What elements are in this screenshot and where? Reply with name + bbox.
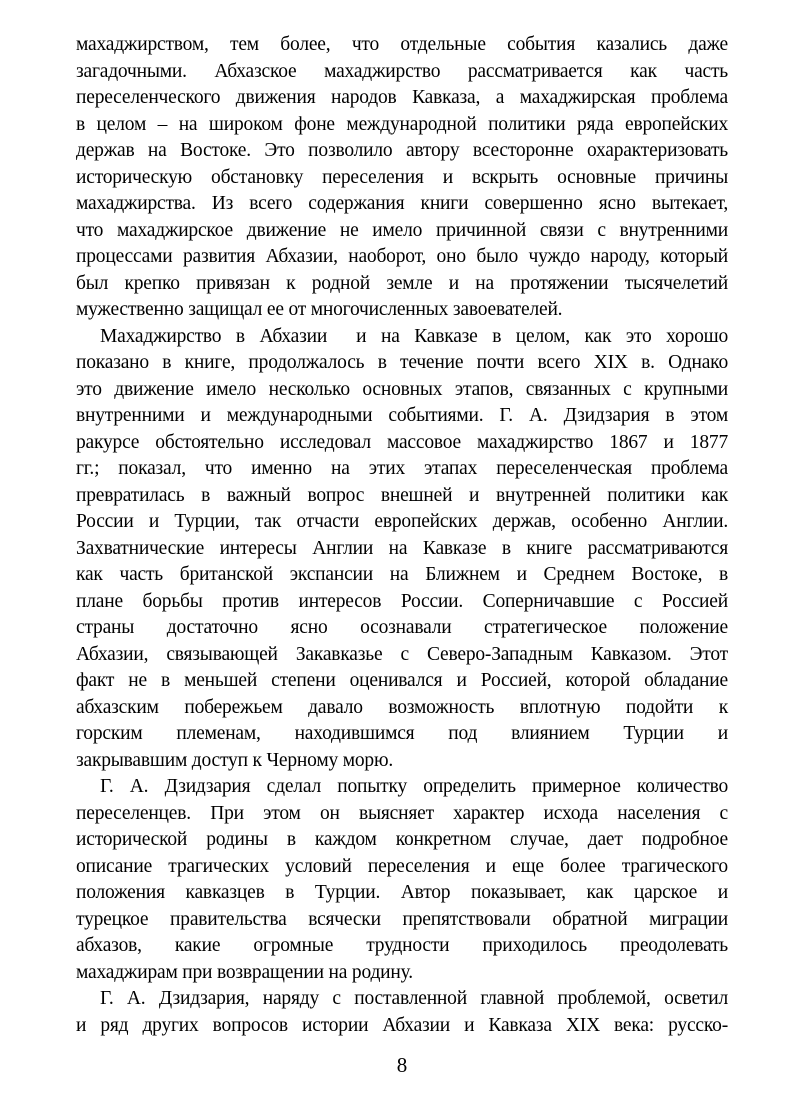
text-line: описание трагических условий переселения и еще более трагического: [76, 855, 728, 877]
text-line: махаджирством, тем более, что отдельные события казались даже: [76, 34, 728, 55]
text-line: махаджирам при возвращении на родину.: [76, 961, 413, 983]
text-line: махаджирства. Из всего содержания книги совершенно ясно вытекает,: [76, 193, 728, 214]
text-line: России и Турции, так отчасти европейских держав, особенно Англии.: [76, 511, 728, 532]
page-text-block: [76, 32, 728, 1039]
text-line: страны достаточно ясно осознавали стратегическое положение: [76, 617, 728, 638]
text-line: Абхазии, связывающей Закавказье с Северо-Западным Кавказом. Этот: [76, 643, 728, 665]
text-line: ракурсе обстоятельно исследовал массовое махаджирство 1867 и 1877: [76, 431, 728, 453]
text-line: факт не в меньшей степени оценивался и Россией, которой обладание: [76, 670, 728, 691]
paragraph: [76, 324, 728, 775]
text-line: абхазским побережьем давало возможность вплотную подойти к: [76, 696, 728, 718]
text-line: Махаджирство в Абхазии и на Кавказе в целом, как это хорошо: [100, 325, 728, 347]
text-line: Захватнические интересы Англии на Кавказе в книге рассматриваются: [76, 537, 728, 559]
text-line: показано в книге, продолжалось в течение почти всего XIX в. Однако: [76, 352, 728, 373]
text-line: держав на Востоке. Это позволило автору всесторонне охарактеризовать: [76, 140, 728, 161]
text-line: это движение имело несколько основных этапов, связанных с крупными: [76, 378, 728, 400]
text-line: процессами развития Абхазии, наоборот, оно было чуждо народу, который: [76, 246, 728, 267]
text-line: что махаджирское движение не имело причинной связи с внутренними: [76, 219, 728, 241]
text-line: абхазов, какие огромные трудности приходилось преодолевать: [76, 935, 728, 956]
text-line: Г. А. Дзидзария, наряду с поставленной главной проблемой, осветил: [100, 988, 728, 1009]
text-line: положения кавказцев в Турции. Автор показывает, как царское и: [76, 882, 728, 903]
text-line: Г. А. Дзидзария сделал попытку определить примерное количество: [100, 776, 728, 797]
text-line: горским племенам, находившимся под влиянием Турции и: [76, 723, 728, 744]
text-line: и ряд других вопросов истории Абхазии и Кавказа XIX века: русско-: [76, 1014, 728, 1036]
paragraph: [76, 774, 728, 986]
text-line: внутренними и международными событиями. Г. А. Дзидзария в этом: [76, 405, 728, 426]
text-line: превратилась в важный вопрос внешней и внутренней политики как: [76, 484, 728, 506]
text-line: переселенческого движения народов Кавказа, а махаджирская проблема: [76, 87, 728, 108]
text-line: закрывавшим доступ к Черному морю.: [76, 749, 393, 771]
text-line: переселенцев. При этом он выясняет характер исхода населения с: [76, 802, 728, 824]
page-number: 8: [396, 1053, 408, 1077]
paragraph: [76, 986, 728, 1039]
text-line: мужественно защищал ее от многочисленных завоевателей.: [76, 299, 563, 320]
text-line: загадочными. Абхазское махаджирство рассматривается как часть: [76, 60, 728, 82]
text-line: был крепко привязан к родной земле и на протяжении тысячелетий: [76, 272, 728, 294]
paragraph: [76, 32, 728, 324]
text-line: турецкое правительства всячески препятствовали обратной миграции: [76, 908, 728, 930]
text-line: как часть британской экспансии на Ближнем и Среднем Востоке, в: [76, 564, 728, 585]
text-line: в целом – на широком фоне международной политики ряда европейских: [76, 113, 728, 135]
text-line: историческую обстановку переселения и вскрыть основные причины: [76, 166, 728, 188]
text-line: гг.; показал, что именно на этих этапах переселенческая проблема: [76, 458, 728, 479]
text-line: плане борьбы против интересов России. Соперничавшие с Россией: [76, 590, 728, 612]
text-line: исторической родины в каждом конкретном случае, дает подробное: [76, 829, 728, 850]
